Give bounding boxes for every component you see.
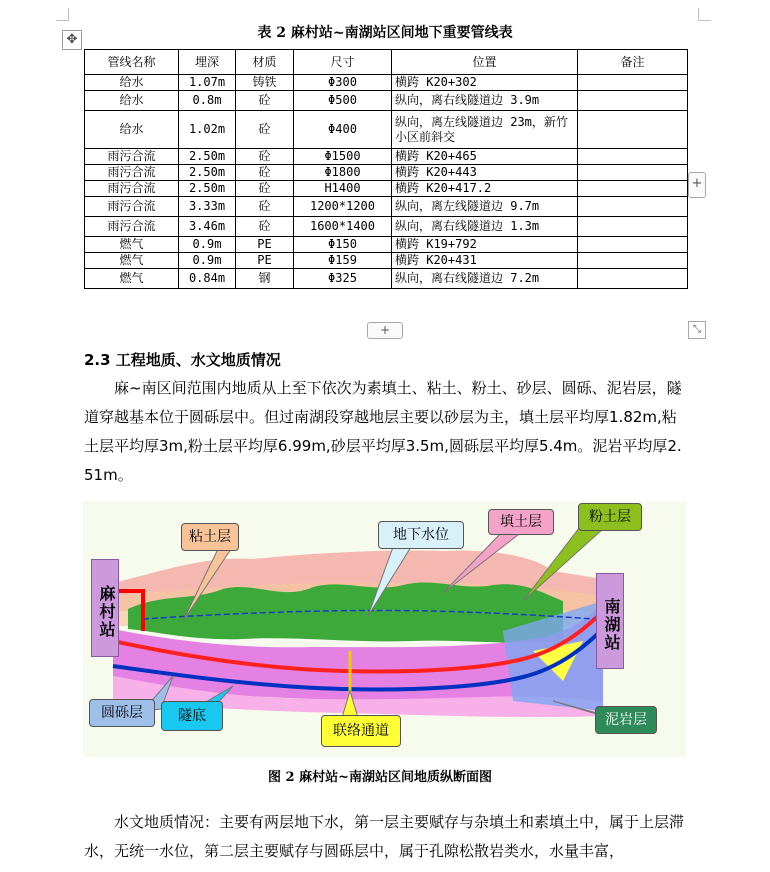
cell-position[interactable]: 横跨 K20+302 [392,75,578,91]
cell-note[interactable] [578,237,688,253]
cell-material[interactable]: 砼 [236,197,294,217]
cell-size[interactable]: Φ1500 [294,149,392,165]
section-heading: 2.3 工程地质、水文地质情况 [84,351,281,369]
cell-position[interactable]: 横跨 K20+417.2 [392,181,578,197]
add-row-button[interactable]: + [367,322,403,339]
cell-pipe-name[interactable]: 雨污合流 [85,165,179,181]
cell-material[interactable]: 铸铁 [236,75,294,91]
cell-note[interactable] [578,111,688,149]
figure-caption: 图 2 麻村站~南湖站区间地质纵断面图 [268,770,492,785]
cell-pipe-name[interactable]: 雨污合流 [85,181,179,197]
cell-size[interactable]: Φ500 [294,91,392,111]
cell-position[interactable]: 横跨 K19+792 [392,237,578,253]
cell-material[interactable]: PE [236,253,294,269]
cell-note[interactable] [578,181,688,197]
header-material: 材质 [236,50,294,75]
table-title: 表 2 麻村站~南湖站区间地下重要管线表 [257,25,513,41]
cell-position[interactable]: 横跨 K20+431 [392,253,578,269]
cell-depth[interactable]: 1.02m [179,111,236,149]
table-resize-icon[interactable]: ⤡ [688,321,706,339]
table-row [85,149,688,165]
cell-size[interactable]: 1200*1200 [294,197,392,217]
silt-callout: 粉土层 [578,503,642,531]
cell-position[interactable]: 纵向，离右线隧道边 7.2m [392,269,578,289]
header-depth: 埋深 [179,50,236,75]
cell-position[interactable]: 纵向，离左线隧道边 9.7m [392,197,578,217]
cell-size[interactable]: Φ150 [294,237,392,253]
clay-callout: 粘土层 [181,523,239,551]
cell-note[interactable] [578,197,688,217]
cell-note[interactable] [578,217,688,237]
cell-size[interactable]: H1400 [294,181,392,197]
table-row [85,181,688,197]
mudstone-callout: 泥岩层 [595,706,657,734]
table-row [85,217,688,237]
geology-paragraph: 麻~南区间范围内地质从上至下依次为素填土、粘土、粉土、砂层、圆砾、泥岩层，隧道穿越基本位于圆砾层中。但过南湖段穿越地层主要以砂层为主，填土层平均厚1.82m,粘土层平均厚3m,粉土层平均厚6.99m,砂层平均厚3.5m,圆砾层平均厚5.4m。泥岩平均厚2.51m。 [84,379,682,484]
table-header-row [85,50,688,75]
cell-material[interactable]: 砼 [236,165,294,181]
table-row [85,75,688,91]
cell-size[interactable]: Φ400 [294,111,392,149]
cell-material[interactable]: 砼 [236,91,294,111]
cell-note[interactable] [578,91,688,111]
cell-pipe-name[interactable]: 给水 [85,75,179,91]
page-corner-mark [56,8,69,21]
cell-size[interactable]: Φ325 [294,269,392,289]
cell-note[interactable] [578,165,688,181]
cell-note[interactable] [578,149,688,165]
cell-pipe-name[interactable]: 雨污合流 [85,197,179,217]
header-position: 位置 [392,50,578,75]
cell-material[interactable]: PE [236,237,294,253]
cell-size[interactable]: Φ300 [294,75,392,91]
cell-depth[interactable]: 0.9m [179,253,236,269]
cell-pipe-name[interactable]: 燃气 [85,253,179,269]
add-column-button[interactable]: + [688,172,706,198]
cell-note[interactable] [578,75,688,91]
table-row [85,111,688,149]
hydrogeology-paragraph: 水文地质情况：主要有两层地下水，第一层主要赋存与杂填土和素填土中，属于上层滞水，无统一水位，第二层主要赋存与圆砾层中，属于孔隙松散岩类水，水量丰富， [84,813,685,860]
gravel-callout: 圆砾层 [89,699,155,727]
pipeline-table [84,49,688,289]
cell-position[interactable]: 纵向，离左线隧道边 23m，新竹小区前斜交 [392,111,578,149]
table-row [85,253,688,269]
table-row [85,269,688,289]
cell-material[interactable]: 砼 [236,111,294,149]
geology-profile-figure [83,501,686,757]
cell-size[interactable]: Φ1800 [294,165,392,181]
table-row [85,237,688,253]
cell-position[interactable]: 纵向，离右线隧道边 3.9m [392,91,578,111]
cell-size[interactable]: 1600*1400 [294,217,392,237]
cell-note[interactable] [578,269,688,289]
station-right-box [596,573,624,669]
page-corner-mark [698,8,711,21]
header-note: 备注 [578,50,688,75]
table-move-icon[interactable]: ✥ [62,30,82,50]
cell-depth[interactable]: 0.9m [179,237,236,253]
groundwater-callout: 地下水位 [378,521,464,549]
table-row [85,165,688,181]
cell-material[interactable]: 砼 [236,149,294,165]
cell-position[interactable]: 纵向，离右线隧道边 1.3m [392,217,578,237]
cell-pipe-name[interactable]: 给水 [85,91,179,111]
fill-callout: 填土层 [488,509,554,535]
cell-depth[interactable]: 3.46m [179,217,236,237]
station-right-label: 南湖站 [602,598,621,652]
cell-pipe-name[interactable]: 燃气 [85,269,179,289]
cell-pipe-name[interactable]: 雨污合流 [85,217,179,237]
cell-pipe-name[interactable]: 雨污合流 [85,149,179,165]
cell-depth[interactable]: 2.50m [179,181,236,197]
passage-callout: 联络通道 [321,715,401,747]
cell-pipe-name[interactable]: 给水 [85,111,179,149]
cell-position[interactable]: 横跨 K20+465 [392,149,578,165]
cell-depth[interactable]: 0.8m [179,91,236,111]
cell-material[interactable]: 钢 [236,269,294,289]
table-row [85,197,688,217]
cell-depth[interactable]: 3.33m [179,197,236,217]
cell-depth[interactable]: 2.50m [179,165,236,181]
tunnel-bottom-callout: 隧底 [161,701,223,731]
cell-depth[interactable]: 0.84m [179,269,236,289]
station-left-label: 麻村站 [97,585,116,639]
cell-size[interactable]: Φ159 [294,253,392,269]
station-left-box [91,559,119,657]
cell-depth[interactable]: 2.50m [179,149,236,165]
cell-material[interactable]: 砼 [236,181,294,197]
cell-note[interactable] [578,253,688,269]
header-size: 尺寸 [294,50,392,75]
cell-pipe-name[interactable]: 燃气 [85,237,179,253]
cell-depth[interactable]: 1.07m [179,75,236,91]
header-pipe-name: 管线名称 [85,50,179,75]
cell-position[interactable]: 横跨 K20+443 [392,165,578,181]
table-row [85,91,688,111]
cell-material[interactable]: 砼 [236,217,294,237]
